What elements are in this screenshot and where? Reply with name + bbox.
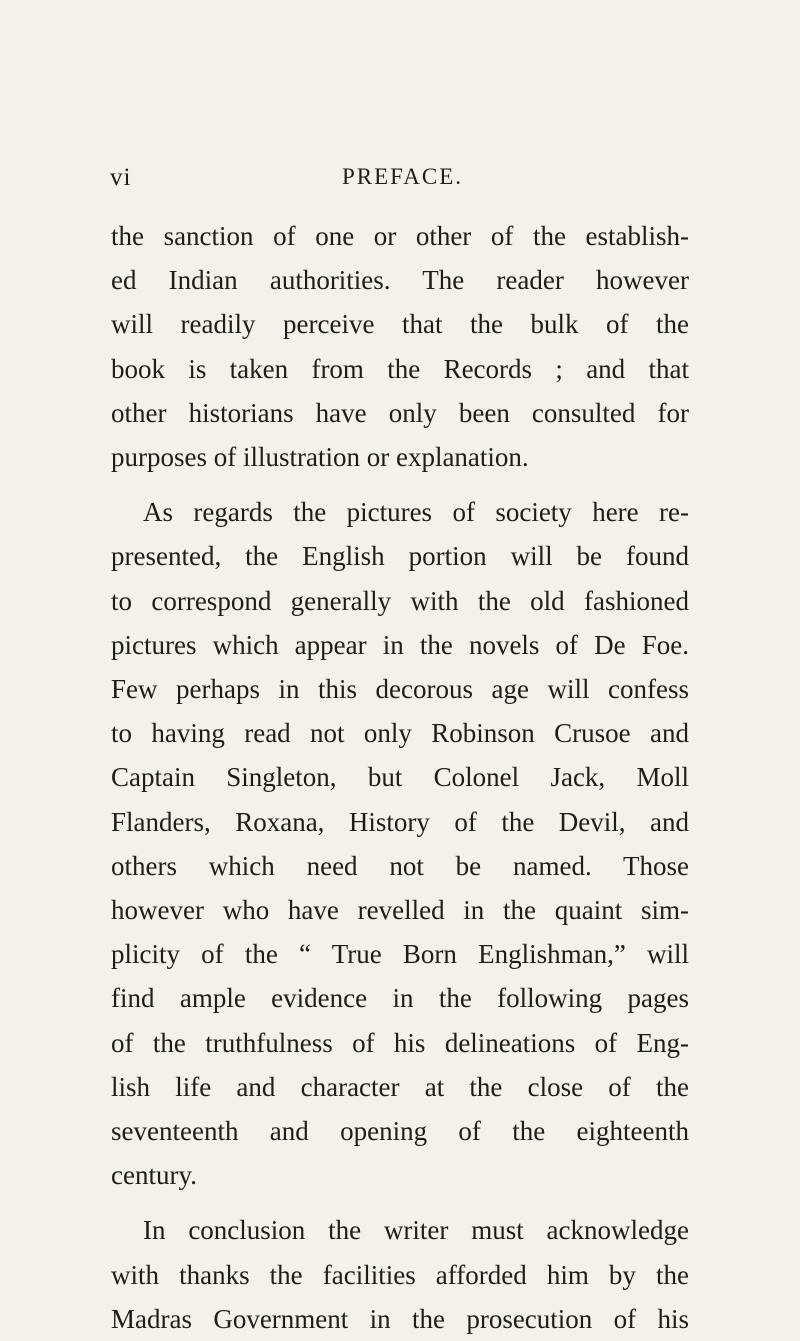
text-line: Few perhaps in this decorous age will confess: [111, 674, 689, 705]
text-line: ed Indian authorities. The reader however: [111, 265, 689, 296]
text-line: In conclusion the writer must acknowledge: [143, 1215, 689, 1246]
text-line: will readily perceive that the bulk of the: [111, 309, 689, 340]
paragraph-2: [111, 490, 689, 1197]
text-line: seventeenth and opening of the eighteenth: [111, 1116, 689, 1147]
paragraph-gap: [111, 1197, 689, 1208]
text-line: however who have revelled in the quaint sim-: [111, 895, 689, 926]
text-line: Madras Government in the prosecution of his: [111, 1303, 689, 1334]
text-line: century.: [111, 1160, 197, 1191]
text-line: others which need not be named. Those: [111, 850, 689, 881]
text-line: find ample evidence in the following pages: [111, 983, 689, 1014]
paragraph-3: [111, 1208, 689, 1341]
paragraph-gap: [111, 479, 689, 490]
paragraph-1: [111, 214, 689, 479]
body-text: [111, 214, 689, 1341]
text-line: As regards the pictures of society here re-: [143, 497, 689, 528]
text-line: presented, the English portion will be found: [111, 541, 689, 572]
text-line: Flanders, Roxana, History of the Devil, and: [111, 806, 689, 837]
text-line: to having read not only Robinson Crusoe and: [111, 718, 689, 749]
text-line: with thanks the facilities afforded him by the: [111, 1259, 689, 1290]
text-line: to correspond generally with the old fashioned: [111, 585, 689, 616]
page-header: [110, 164, 690, 200]
text-line: pictures which appear in the novels of De Foe.: [111, 629, 689, 660]
text-line: purposes of illustration or explanation.: [111, 442, 529, 473]
text-line: the sanction of one or other of the establish-: [111, 221, 689, 251]
text-line: lish life and character at the close of the: [111, 1071, 689, 1102]
text-line: Captain Singleton, but Colonel Jack, Moll: [111, 762, 689, 793]
text-line: plicity of the “ True Born Englishman,” will: [111, 939, 689, 970]
text-line: other historians have only been consulted for: [111, 397, 689, 428]
page-number: vi: [110, 164, 132, 191]
running-head: PREFACE.: [342, 164, 464, 189]
text-line: of the truthfulness of his delineations of Eng-: [111, 1027, 689, 1058]
text-line: book is taken from the Records ; and that: [111, 353, 689, 384]
